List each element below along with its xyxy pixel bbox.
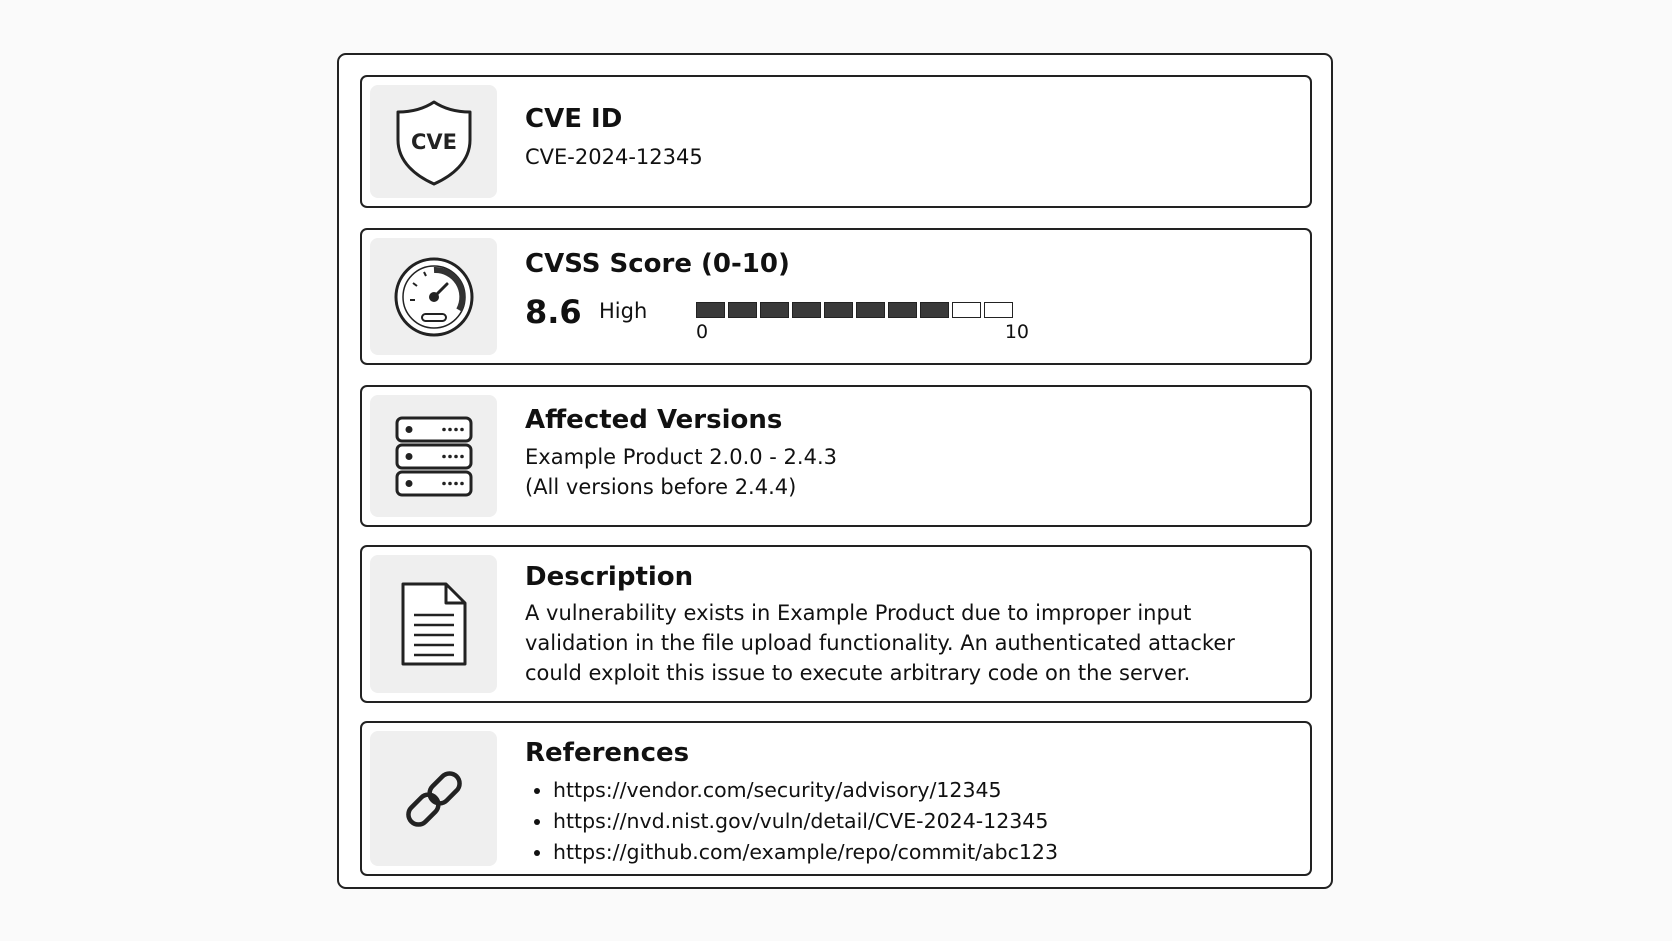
cve-icon-label: CVE	[410, 129, 457, 154]
meter-max-label: 10	[1004, 321, 1029, 343]
meter-segment	[728, 302, 757, 318]
meter-segment	[760, 302, 789, 318]
cve-icon-tile	[370, 85, 497, 198]
gauge-icon	[393, 256, 475, 338]
description-line: could exploit this issue to execute arbitrary code on the server.	[525, 661, 1191, 685]
cvss-score-card	[360, 228, 1312, 365]
cve-details-panel	[337, 53, 1333, 889]
references-list	[525, 775, 1290, 868]
reference-link[interactable]: • https://vendor.com/security/advisory/12345	[553, 775, 1290, 806]
description-line: A vulnerability exists in Example Product due to improper input	[525, 601, 1192, 625]
document-icon	[400, 581, 468, 667]
references-card	[360, 721, 1312, 876]
cvss-score-value: 8.6	[525, 293, 582, 331]
reference-link[interactable]: • https://github.com/example/repo/commit/abc123	[553, 837, 1290, 868]
cve-id-card	[360, 75, 1312, 208]
server-icon	[395, 414, 473, 498]
meter-segment	[856, 302, 885, 318]
meter-segment	[792, 302, 821, 318]
cvss-title: CVSS Score (0-10)	[525, 249, 790, 279]
document-icon-tile	[370, 555, 497, 693]
meter-segment	[920, 302, 949, 318]
meter-min-label: 0	[696, 321, 709, 343]
gauge-icon-tile	[370, 238, 497, 355]
meter-segment	[952, 302, 981, 318]
meter-segment	[984, 302, 1013, 318]
cvss-severity-label: High	[599, 299, 648, 323]
cve-id-title: CVE ID	[525, 104, 623, 134]
meter-segments	[696, 302, 1036, 318]
cve-id-value: CVE-2024-12345	[525, 145, 703, 169]
link-icon	[398, 763, 470, 835]
reference-link[interactable]: • https://nvd.nist.gov/vuln/detail/CVE-2024-12345	[553, 806, 1290, 837]
server-icon-tile	[370, 395, 497, 517]
meter-segment	[888, 302, 917, 318]
meter-segment	[696, 302, 725, 318]
affected-versions-range: Example Product 2.0.0 - 2.4.3	[525, 445, 837, 469]
affected-versions-card	[360, 385, 1312, 527]
cve-shield-icon	[394, 98, 474, 186]
link-icon-tile	[370, 731, 497, 866]
cvss-score-meter	[696, 294, 1036, 343]
meter-segment	[824, 302, 853, 318]
affected-versions-title: Affected Versions	[525, 405, 783, 435]
references-title: References	[525, 738, 690, 768]
description-line: validation in the file upload functionality. An authenticated attacker	[525, 631, 1235, 655]
description-card	[360, 545, 1312, 703]
description-title: Description	[525, 562, 694, 592]
affected-versions-note: (All versions before 2.4.4)	[525, 475, 797, 499]
